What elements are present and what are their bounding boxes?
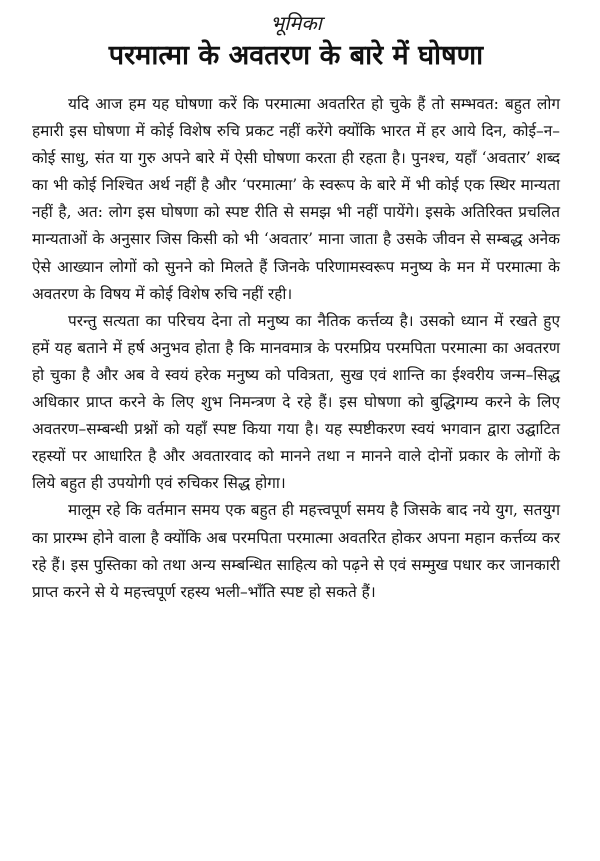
page-title: परमात्मा के अवतरण के बारे में घोषणा (108, 40, 484, 71)
body-text (32, 91, 560, 606)
paragraph-3: मालूम रहे कि वर्तमान समय एक बहुत ही महत्त्वपूर्ण समय है जिसके बाद नये युग, सतयुग का प्रारम्भ होने वाला है क्योंकि अब परमपिता परमात्मा अवतरित होकर अपना महान कर्त्तव्य कर रहे हैं। इस पुस्तिका को तथा अन्य सम्बन्धित साहित्य को पढ़ने से एवं सम्मुख पधार कर जानकारी प्राप्त करने से ये महत्त्वपूर्ण रहस्य भली–भाँति स्पष्ट हो सकते हैं। (32, 501, 560, 601)
paragraph-2: परन्तु सत्यता का परिचय देना तो मनुष्य का नैतिक कर्त्तव्य है। उसको ध्यान में रखते हुए हमें यह बताने में हर्ष अनुभव होता है कि मानवमात्र के परमप्रिय परमपिता परमात्मा का अवतरण हो चुका है और अब वे स्वयं हरेक मनुष्य को पवित्रता, सुख एवं शान्ति का ईश्वरीय जन्म–सिद्ध अधिकार प्राप्त करने के लिए शुभ निमन्त्रण दे रहे हैं। इस घोषणा को बुद्धिगम्य करने के लिए अवतरण–सम्बन्धी प्रश्नों को यहाँ स्पष्ट किया गया है। यह स्पष्टीकरण स्वयं भगवान द्वारा उद्घाटित रहस्यों पर आधारित है और अवतारवाद को मानने तथा न मानने वाले दोनों प्रकार के लोगों के लिये बहुत ही उपयोगी एवं रुचिकर सिद्ध होगा। (32, 311, 560, 493)
section-label: भूमिका (270, 11, 322, 35)
paragraph-1: यदि आज हम यह घोषणा करें कि परमात्मा अवतरित हो चुके हैं तो सम्भवत: बहुत लोग हमारी इस घोषणा में कोई विशेष रुचि प्रकट नहीं करेंगे क्योंकि भारत में हर आये दिन, कोई–न–कोई साधु, संत या गुरु अपने बारे में ऐसी घोषणा करता ही रहता है। पुनश्च, यहाँ ‘अवतार’ शब्द का भी कोई निश्चित अर्थ नहीं है और ‘परमात्मा’ के स्वरूप के बारे में भी कोई एक स्थिर मान्यता नहीं है, अत: लोग इस घोषणा को स्पष्ट रीति से समझ भी नहीं पायेंगे। इसके अतिरिक्त प्रचलित मान्यताओं के अनुसार जिस किसी को भी ‘अवतार’ माना जाता है उसके जीवन से सम्बद्ध अनेक ऐसे आख्यान लोगों को सुनने को मिलते हैं जिनके परिणामस्वरूप मनुष्य के मन में परमात्मा के अवतरण के विषय में कोई विशेष रुचि नहीं रही। (32, 95, 560, 303)
